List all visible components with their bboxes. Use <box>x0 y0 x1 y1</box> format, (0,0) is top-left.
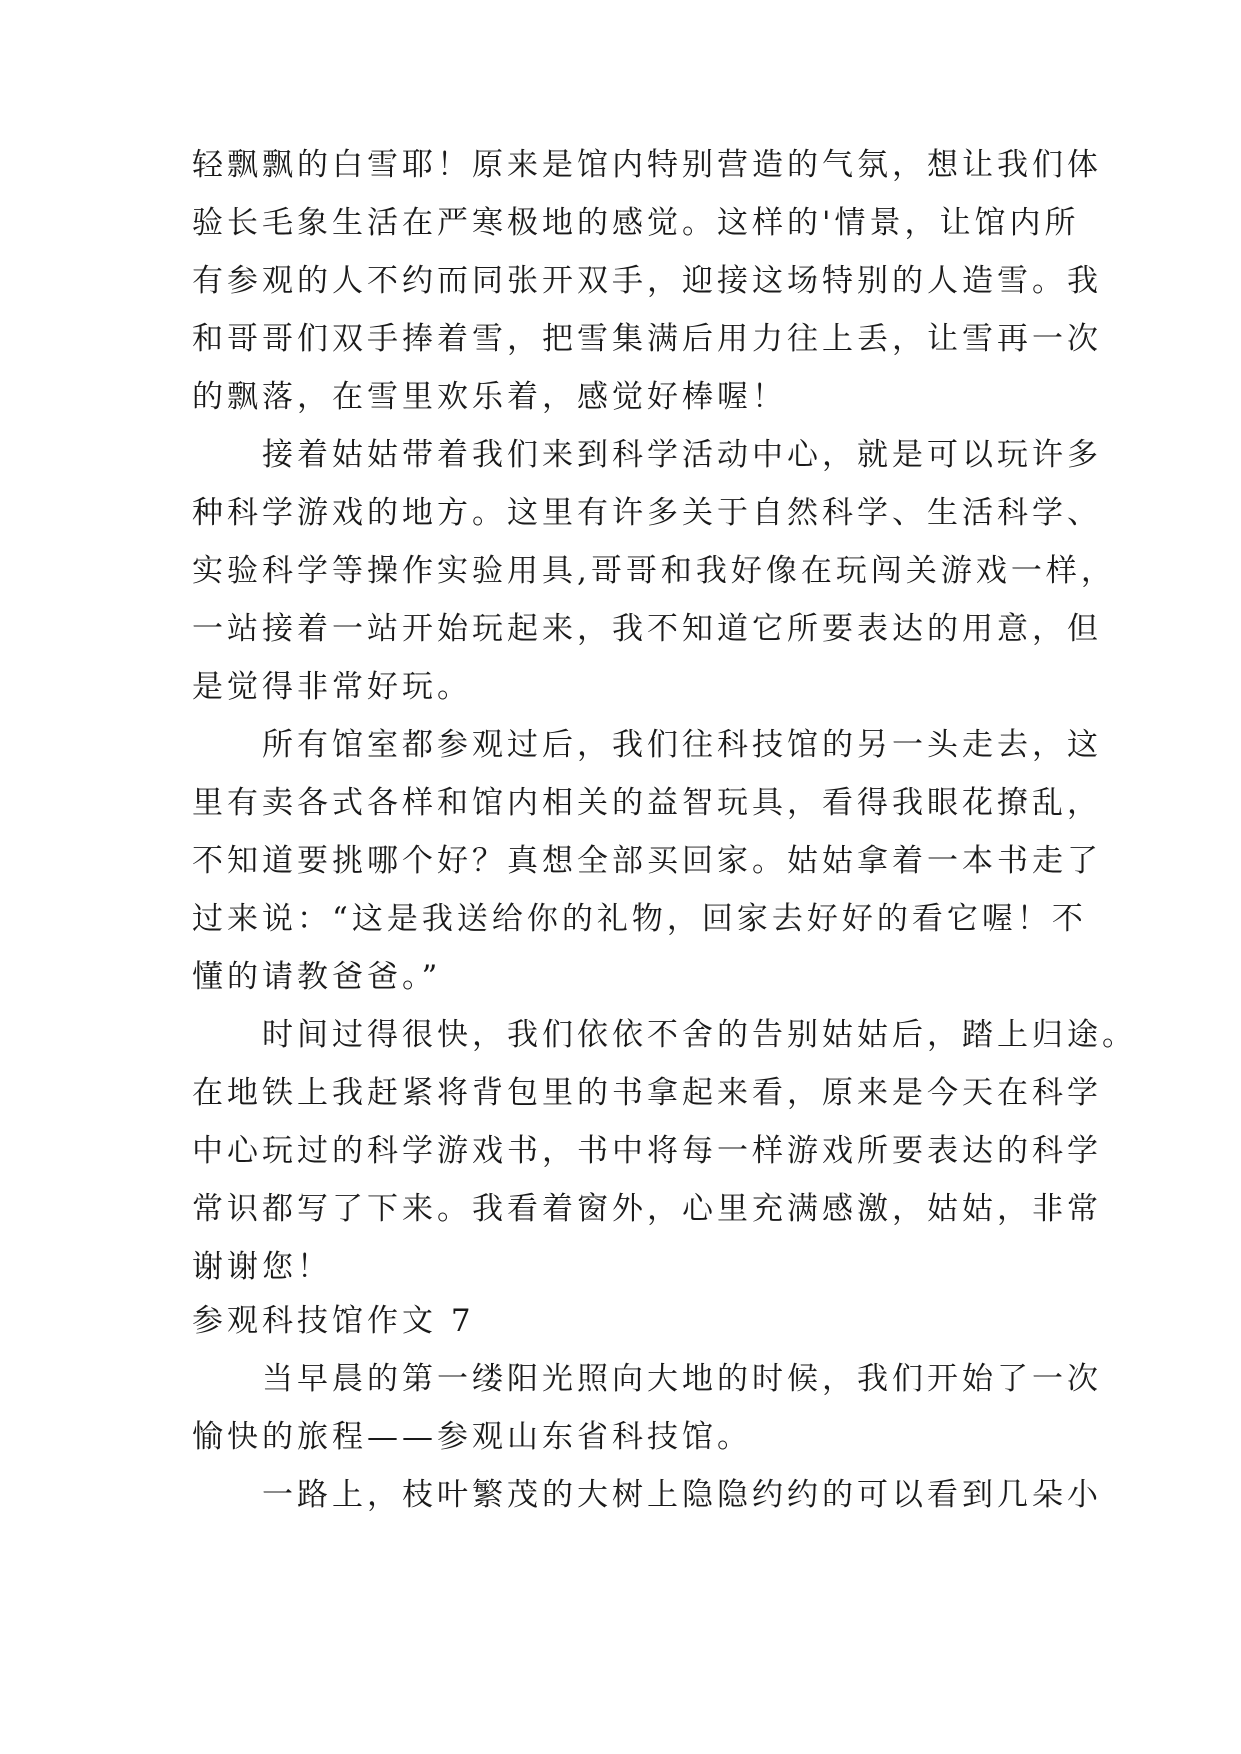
text-line: 有参观的人不约而同张开双手，迎接这场特别的人造雪。我 <box>192 263 1102 299</box>
text-line: 不知道要挑哪个好？真想全部买回家。姑姑拿着一本书走了 <box>192 843 1102 879</box>
text-line: 谢谢您！ <box>192 1249 332 1285</box>
text-line: 实验科学等操作实验用具,哥哥和我好像在玩闯关游戏一样， <box>192 553 1116 589</box>
text-line: 的飘落，在雪里欢乐着，感觉好棒喔！ <box>192 379 787 415</box>
text-line: 和哥哥们双手捧着雪，把雪集满后用力往上丢，让雪再一次 <box>192 321 1102 357</box>
text-line: 时间过得很快，我们依依不舍的告别姑姑后，踏上归途。 <box>192 1017 1137 1053</box>
text-line: 当早晨的第一缕阳光照向大地的时候，我们开始了一次 <box>192 1361 1102 1397</box>
text-line: 轻飘飘的白雪耶！原来是馆内特别营造的气氛，想让我们体 <box>192 147 1102 183</box>
text-line: 一路上，枝叶繁茂的大树上隐隐约约的可以看到几朵小 <box>192 1477 1102 1513</box>
text-line: 在地铁上我赶紧将背包里的书拿起来看，原来是今天在科学 <box>192 1075 1102 1111</box>
text-line: 常识都写了下来。我看着窗外，心里充满感激，姑姑，非常 <box>192 1191 1102 1227</box>
text-line: 所有馆室都参观过后，我们往科技馆的另一头走去，这 <box>192 727 1102 763</box>
section-heading: 参观科技馆作文 7 <box>192 1303 475 1339</box>
text-line: 一站接着一站开始玩起来，我不知道它所要表达的用意，但 <box>192 611 1102 647</box>
text-line: 验长毛象生活在严寒极地的感觉。这样的'情景，让馆内所 <box>192 205 1080 241</box>
text-line: 种科学游戏的地方。这里有许多关于自然科学、生活科学、 <box>192 495 1102 531</box>
text-line: 愉快的旅程——参观山东省科技馆。 <box>192 1419 752 1455</box>
text-line: 过来说：“这是我送给你的礼物，回家去好好的看它喔！不 <box>192 901 1087 937</box>
text-line: 接着姑姑带着我们来到科学活动中心，就是可以玩许多 <box>192 437 1102 473</box>
text-line: 懂的请教爸爸。” <box>192 959 442 995</box>
text-line: 中心玩过的科学游戏书，书中将每一样游戏所要表达的科学 <box>192 1133 1102 1169</box>
text-line: 里有卖各式各样和馆内相关的益智玩具，看得我眼花撩乱， <box>192 785 1102 821</box>
text-line: 是觉得非常好玩。 <box>192 669 472 705</box>
